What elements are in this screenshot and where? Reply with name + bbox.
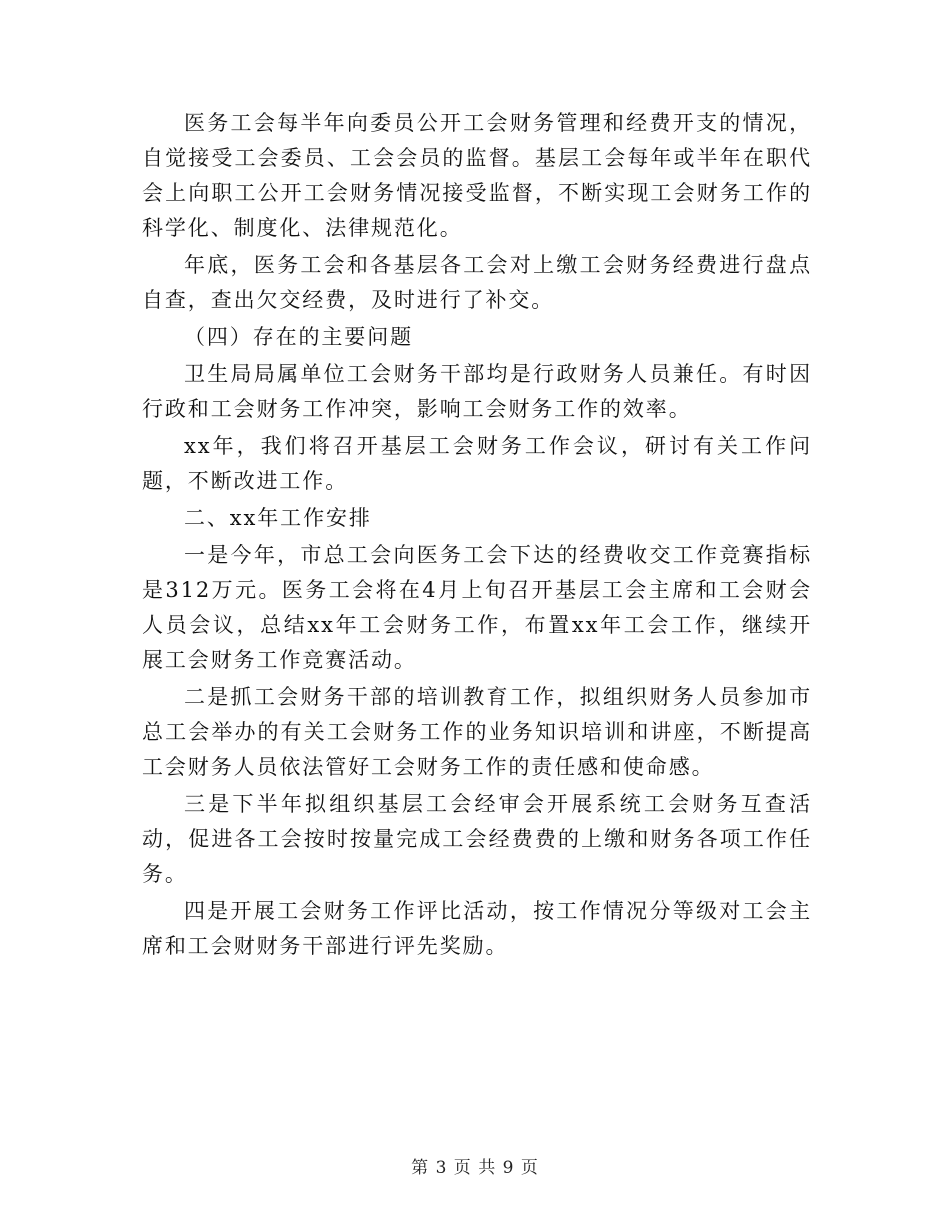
paragraph-item-three: 三是下半年拟组织基层工会经审会开展系统工会财务互查活动，促进各工会按时按量完成工会经费费的上缴和财务各项工作任务。 <box>142 792 812 886</box>
paragraph-staffing-problem: 卫生局局属单位工会财务干部均是行政财务人员兼任。有时因行政和工会财务工作冲突，影响工会财务工作的效率。 <box>142 362 812 421</box>
section-heading-main-problems: （四）存在的主要问题 <box>184 325 413 349</box>
paragraph-item-one: 一是今年，市总工会向医务工会下达的经费收交工作竞赛指标是312万元。医务工会将在4月上旬召开基层工会主席和工会财会人员会议，总结xx年工会财务工作，布置xx年工会工作，继续开展工会财务工作竞赛活动。 <box>142 543 812 672</box>
paragraph-item-two: 二是抓工会财务干部的培训教育工作，拟组织财务人员参加市总工会举办的有关工会财务工作的业务知识培训和讲座，不断提高工会财务人员依法管好工会财务工作的责任感和使命感。 <box>142 685 812 779</box>
paragraph-finance-disclosure: 医务工会每半年向委员公开工会财务管理和经费开支的情况，自觉接受工会委员、工会会员的监督。基层工会每年或半年在职代会上向职工公开工会财务情况接受监督，不断实现工会财务工作的科学化、制度化、法律规范化。 <box>142 111 812 240</box>
paragraph-improvement-plan: xx年，我们将召开基层工会财务工作会议，研讨有关工作问题，不断改进工作。 <box>142 434 812 493</box>
page-number: 第 3 页 共 9 页 <box>411 1158 539 1178</box>
document-body <box>142 106 812 964</box>
section-heading-work-arrangement: 二、xx年工作安排 <box>184 506 372 530</box>
paragraph-item-four: 四是开展工会财务工作评比活动，按工作情况分等级对工会主席和工会财财务干部进行评先奖励。 <box>142 899 812 958</box>
paragraph-year-end-audit: 年底，医务工会和各基层各工会对上缴工会财务经费进行盘点自查，查出欠交经费，及时进行了补交。 <box>142 253 812 312</box>
